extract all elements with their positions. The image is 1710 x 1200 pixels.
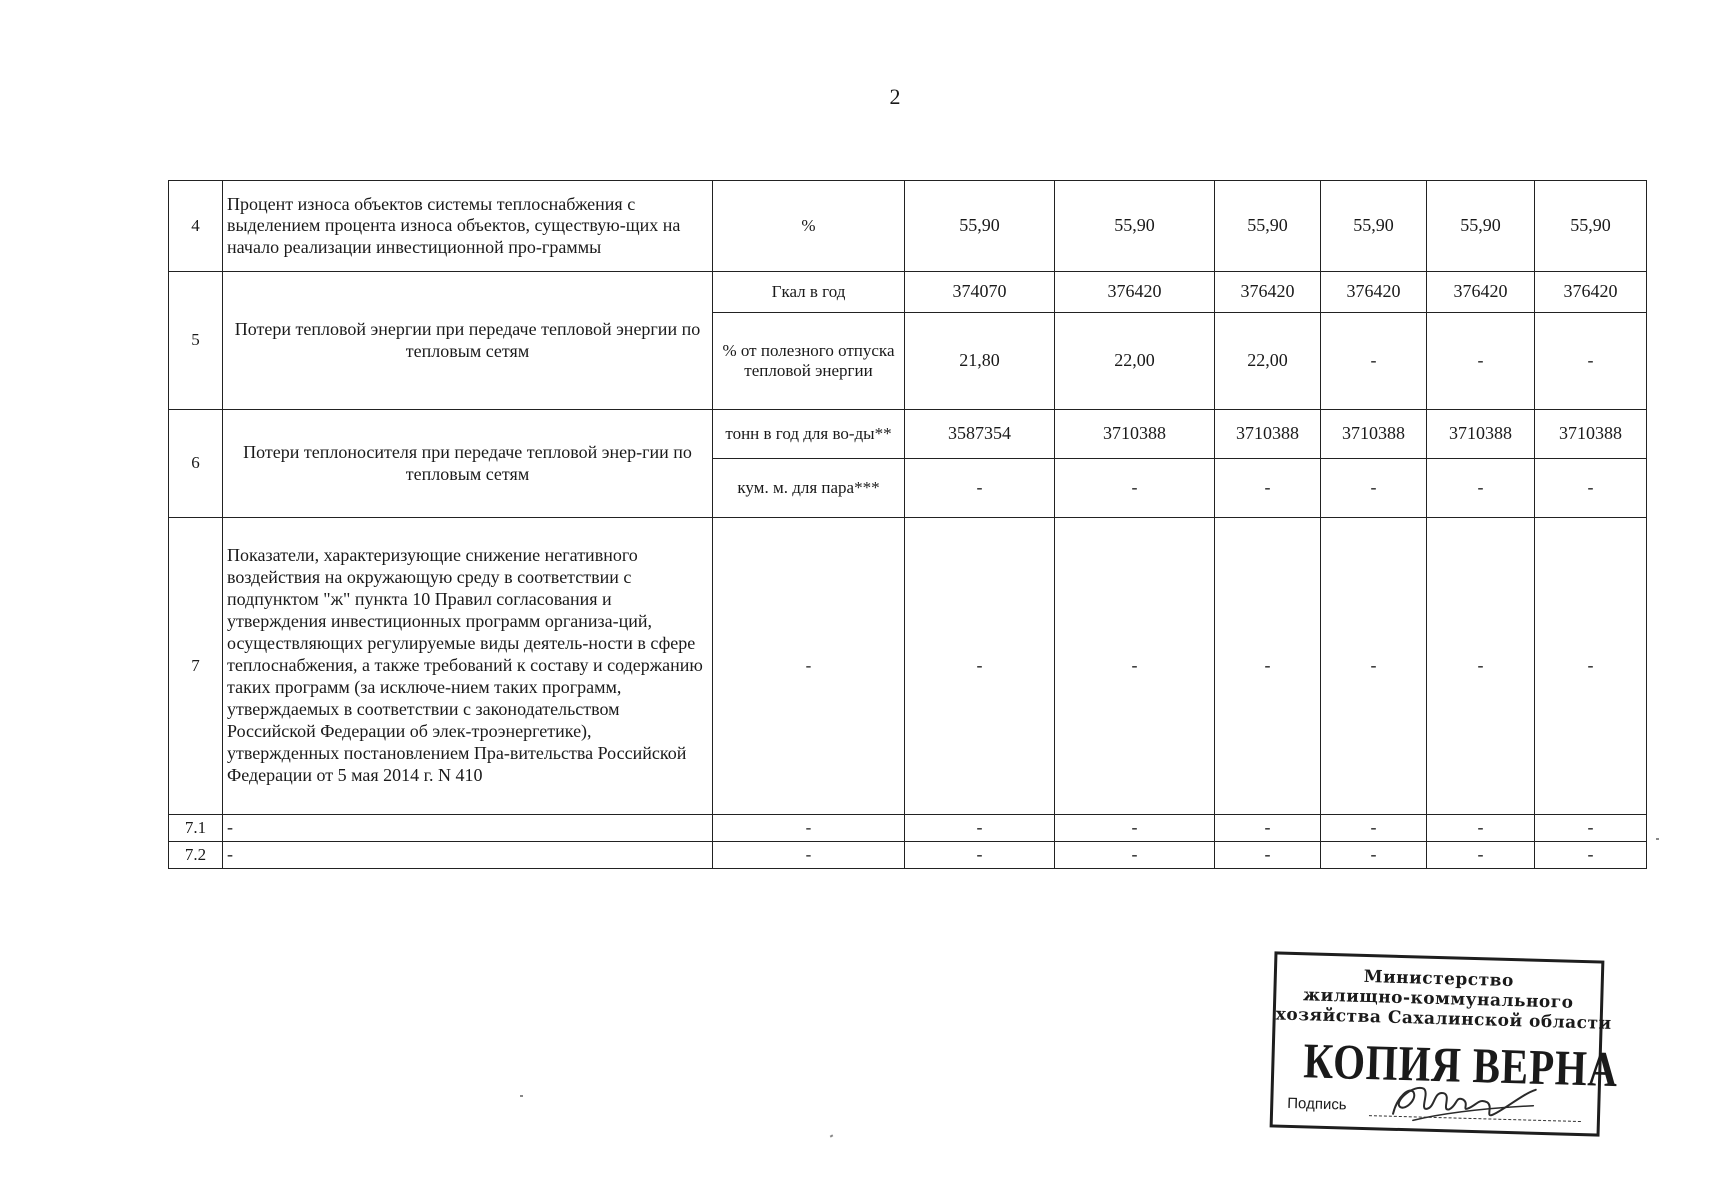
value-cell: - [1427, 842, 1535, 869]
indicators-table [168, 180, 1647, 869]
value-cell: 55,90 [905, 181, 1055, 272]
row-number: 4 [169, 181, 223, 272]
value-cell: 3710388 [1215, 410, 1321, 459]
stamp-title: КОПИЯ ВЕРНА [1302, 1032, 1619, 1098]
stamp-signature-label: Подпись [1287, 1094, 1347, 1114]
value-cell: - [1215, 815, 1321, 842]
value-cell: - [1321, 518, 1427, 815]
value-cell: - [905, 459, 1055, 518]
value-cell: 376420 [1535, 272, 1647, 313]
value-cell: 55,90 [1215, 181, 1321, 272]
stamp-org-line: хозяйства Сахалинской области [1275, 1004, 1612, 1034]
value-cell: 376420 [1215, 272, 1321, 313]
value-cell: - [1535, 842, 1647, 869]
value-cell: 55,90 [1055, 181, 1215, 272]
row-number: 5 [169, 272, 223, 410]
row-number: 7.1 [169, 815, 223, 842]
value-cell: 55,90 [1321, 181, 1427, 272]
value-cell: - [1321, 815, 1427, 842]
value-cell: 3710388 [1427, 410, 1535, 459]
value-cell: - [1535, 815, 1647, 842]
value-cell: - [1535, 313, 1647, 410]
value-cell: - [1055, 518, 1215, 815]
unit-cell: % от полезного отпуска тепловой энергии [713, 313, 905, 410]
certified-copy-stamp [1270, 951, 1619, 1136]
value-cell: - [1321, 842, 1427, 869]
indicator-name: Потери теплоносителя при передаче тепловой энер-гии по тепловым сетям [223, 410, 713, 518]
unit-cell: - [713, 842, 905, 869]
value-cell: 376420 [1427, 272, 1535, 313]
value-cell: 374070 [905, 272, 1055, 313]
value-cell: - [1055, 459, 1215, 518]
value-cell: - [905, 518, 1055, 815]
row-number: 7 [169, 518, 223, 815]
indicator-name: Показатели, характеризующие снижение негативного воздействия на окружающую среду в соответствии с подпунктом "ж" пункта 10 Правил согласования и утверждения инвестиционных программ организа-ций, осуществляющих регулируемые виды деятель-ности в сфере теплоснабжения, а также требований к составу и содержанию таких программ (за исключе-нием таких программ, утверждаемых в соответствии с законодательством Российской Федерации об элек-троэнергетике), утвержденных постановлением Пра-вительства Российской Федерации от 5 мая 2014 г. N 410 [223, 518, 713, 815]
value-cell: 376420 [1321, 272, 1427, 313]
value-cell: 376420 [1055, 272, 1215, 313]
value-cell: 22,00 [1215, 313, 1321, 410]
unit-cell: тонн в год для во-ды** [713, 410, 905, 459]
table-row-6-water [169, 410, 1647, 459]
table-row-7-1 [169, 815, 1647, 842]
value-cell: 55,90 [1427, 181, 1535, 272]
scan-speck [1656, 838, 1659, 840]
value-cell: - [905, 815, 1055, 842]
table-row-7-2 [169, 842, 1647, 869]
indicator-name: - [223, 842, 713, 869]
value-cell: - [1535, 459, 1647, 518]
value-cell: - [1321, 313, 1427, 410]
table-row-7 [169, 518, 1647, 815]
unit-cell: - [713, 815, 905, 842]
value-cell: - [1215, 518, 1321, 815]
value-cell: 3710388 [1321, 410, 1427, 459]
value-cell: - [1321, 459, 1427, 518]
unit-cell: Гкал в год [713, 272, 905, 313]
value-cell: - [1055, 815, 1215, 842]
value-cell: - [1215, 842, 1321, 869]
table-row-5-gcal [169, 272, 1647, 313]
value-cell: 3710388 [1535, 410, 1647, 459]
scan-speck [520, 1095, 523, 1097]
value-cell: - [1427, 518, 1535, 815]
value-cell: 55,90 [1535, 181, 1647, 272]
stamp-org-line: Министерство [1363, 966, 1515, 992]
value-cell: - [1055, 842, 1215, 869]
value-cell: - [1427, 459, 1535, 518]
table-row-4 [169, 181, 1647, 272]
unit-cell: кум. м. для пара*** [713, 459, 905, 518]
stamp-organization [1275, 965, 1612, 1034]
row-number: 7.2 [169, 842, 223, 869]
page-number: 2 [889, 84, 901, 109]
value-cell: 21,80 [905, 313, 1055, 410]
unit-cell: % [713, 181, 905, 272]
row-number: 6 [169, 410, 223, 518]
indicator-name: Потери тепловой энергии при передаче тепловой энергии по тепловым сетям [223, 272, 713, 410]
handwritten-signature [1383, 1076, 1544, 1128]
value-cell: 3710388 [1055, 410, 1215, 459]
value-cell: - [905, 842, 1055, 869]
indicator-name: - [223, 815, 713, 842]
value-cell: - [1215, 459, 1321, 518]
value-cell: - [1427, 313, 1535, 410]
value-cell: 3587354 [905, 410, 1055, 459]
scan-speck [830, 1134, 834, 1137]
unit-cell: - [713, 518, 905, 815]
indicator-name: Процент износа объектов системы теплоснабжения с выделением процента износа объектов, существую-щих на начало реализации инвестиционной про-граммы [223, 181, 713, 272]
value-cell: - [1535, 518, 1647, 815]
stamp-org-line: жилищно-коммунального [1302, 985, 1574, 1013]
value-cell: 22,00 [1055, 313, 1215, 410]
value-cell: - [1427, 815, 1535, 842]
